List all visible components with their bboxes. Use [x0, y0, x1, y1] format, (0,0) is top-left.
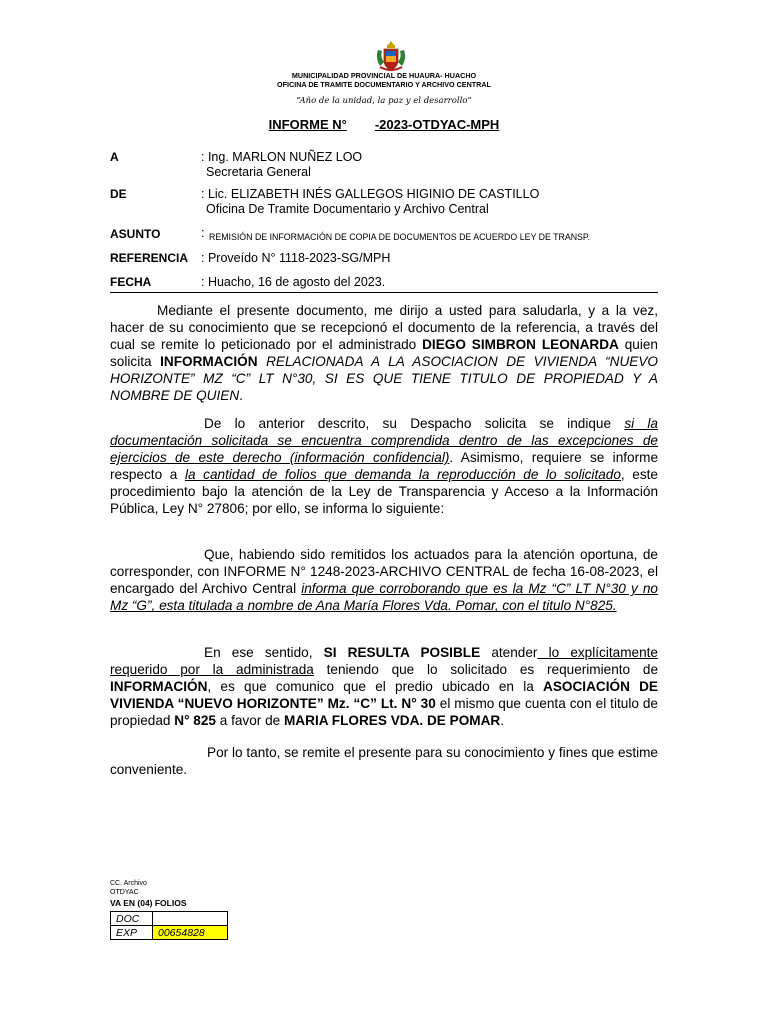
field-value-de	[201, 187, 539, 217]
subject-value: REMISIÓN DE INFORMACIÓN DE COPIA DE DOCUMENTOS DE ACUERDO LEY DE TRANSP.	[209, 232, 591, 242]
p2-folios-clause: la cantidad de folios que demanda la reproducción de lo solicitado	[184, 467, 621, 483]
p1-text-3	[258, 354, 267, 369]
asunto-colon: :	[201, 226, 205, 240]
body-paragraph-3	[110, 546, 658, 614]
p4-property-location: ASOCIACIÓN DE VIVIENDA “NUEVO HORIZONTE” Mz. “C” Lt. N° 30	[110, 679, 658, 712]
p4-text-2: atender	[480, 645, 538, 660]
p4-text-5: el mismo que cuenta con el titulo de propiedad	[110, 696, 658, 729]
document-title	[0, 117, 768, 132]
p1-text-4: .	[239, 388, 243, 404]
municipal-crest-icon	[374, 40, 408, 72]
date-value: : Huacho, 16 de agosto del 2023.	[201, 275, 386, 289]
field-label-referencia: REFERENCIA	[110, 251, 189, 265]
field-label-asunto: ASUNTO	[110, 227, 161, 241]
org-name: MUNICIPALIDAD PROVINCIAL DE HUAURA- HUACHO	[291, 71, 477, 80]
field-label-fecha: FECHA	[110, 275, 152, 289]
p4-title-number: N° 825	[174, 713, 216, 729]
body-paragraph-2	[110, 415, 658, 518]
p4-text-1: En ese sentido,	[204, 645, 324, 660]
exp-label-cell: EXP	[111, 926, 153, 940]
p1-bold-info: INFORMACIÓN	[160, 354, 258, 370]
p3-archive-finding: informa que corroborando que es la Mz “C” LT N°30 y no Mz “G”, esta titulada a nombre de Ana María Flores Vda. Pomar, con el titulo N°825.	[110, 581, 658, 614]
applicant-name: DIEGO SIMBRON LEONARDA	[422, 337, 619, 353]
p4-bold-info: INFORMACIÓN	[110, 679, 208, 695]
document-reference-table	[110, 911, 228, 940]
body-paragraph-1	[110, 302, 658, 405]
p4-owner-name: MARIA FLORES VDA. DE POMAR	[283, 713, 501, 729]
field-label-a: A	[110, 150, 119, 164]
p1-request-subject: RELACIONADA A LA ASOCIACION DE VIVIENDA “NUEVO HORIZONTE” MZ “C” LT N°30, SI ES QUE TIENE TITULO DE PROPIEDAD Y A NOMBRE DE QUIEN	[110, 354, 658, 404]
p1-text-1: Mediante el presente documento, me dirijo a usted para saludarla, y a la vez, hacer de su conocimiento que se recepcionó el documento de la referencia, a través del cual se remite lo peticionado por el administrado	[110, 303, 658, 353]
table-row	[111, 926, 228, 940]
year-motto: “Año de la unidad, la paz y el desarrollo”	[296, 96, 472, 106]
title-prefix: INFORME N°	[268, 117, 347, 132]
reference-value: : Proveído N° 1118-2023-SG/MPH	[201, 251, 391, 265]
folios-count: VA EN (04) FOLIOS	[110, 898, 187, 908]
header-divider	[110, 292, 658, 293]
p1-text-2: quien solicita	[110, 337, 658, 370]
body-paragraph-4	[110, 644, 658, 729]
p5-text-1: Por lo tanto, se remite el presente para su conocimiento y fines que estime conveniente.	[110, 745, 658, 778]
p4-underlined-clause: lo explícitamente requerido por la administrada	[110, 645, 658, 678]
p2-exceptions-clause: si la documentación solicitada se encuentra comprendida dentro de las excepciones de ejercicios de este derecho (información confidencial)	[110, 416, 658, 466]
sender-office: Oficina De Tramite Documentario y Archivo Central	[206, 202, 489, 216]
field-value-a	[201, 150, 362, 180]
cc-line: CC. Archivo	[110, 880, 147, 887]
recipient-name: : Ing. MARLON NUÑEZ LOO	[201, 150, 363, 164]
office-name: OFICINA DE TRAMITE DOCUMENTARIO Y ARCHIVO CENTRAL	[277, 80, 491, 89]
field-label-de: DE	[110, 187, 127, 201]
table-row	[111, 912, 228, 926]
p4-bold-possible: SI RESULTA POSIBLE	[323, 645, 481, 660]
doc-value-cell	[153, 912, 228, 926]
p4-text-3: teniendo que lo solicitado es requerimiento de	[313, 662, 658, 678]
title-suffix: -2023-OTDYAC-MPH	[374, 117, 500, 132]
body-paragraph-5	[110, 744, 658, 778]
p2-text-3: , este procedimiento bajo la atención de la Ley de Transparencia y Acceso a la Información Pública, Ley N° 27806; por ello, se informa lo siguiente:	[110, 467, 658, 517]
recipient-role: Secretaria General	[206, 165, 311, 179]
p2-text-1: De lo anterior descrito, su Despacho solicita se indique	[204, 416, 625, 431]
exp-number-cell: 00654828	[153, 926, 228, 940]
sender-name: : Lic. ELIZABETH INÉS GALLEGOS HIGINIO DE CASTILLO	[201, 187, 540, 201]
p4-text-7: .	[500, 713, 505, 729]
p2-text-2: . Asimismo, requiere se informe respecto a	[110, 450, 658, 483]
p4-text-6: a favor de	[215, 713, 284, 729]
p4-text-4: , es que comunico que el predio ubicado en la	[207, 679, 544, 695]
doc-label-cell: DOC	[111, 912, 153, 926]
p3-text-1: Que, habiendo sido remitidos los actuados para la atención oportuna, de corresponder, con INFORME N° 1248-2023-ARCHIVO CENTRAL de fecha 16-08-2023, el encargado del Archivo Central	[110, 547, 658, 597]
cc-line-2: OTDYAC	[110, 889, 139, 896]
